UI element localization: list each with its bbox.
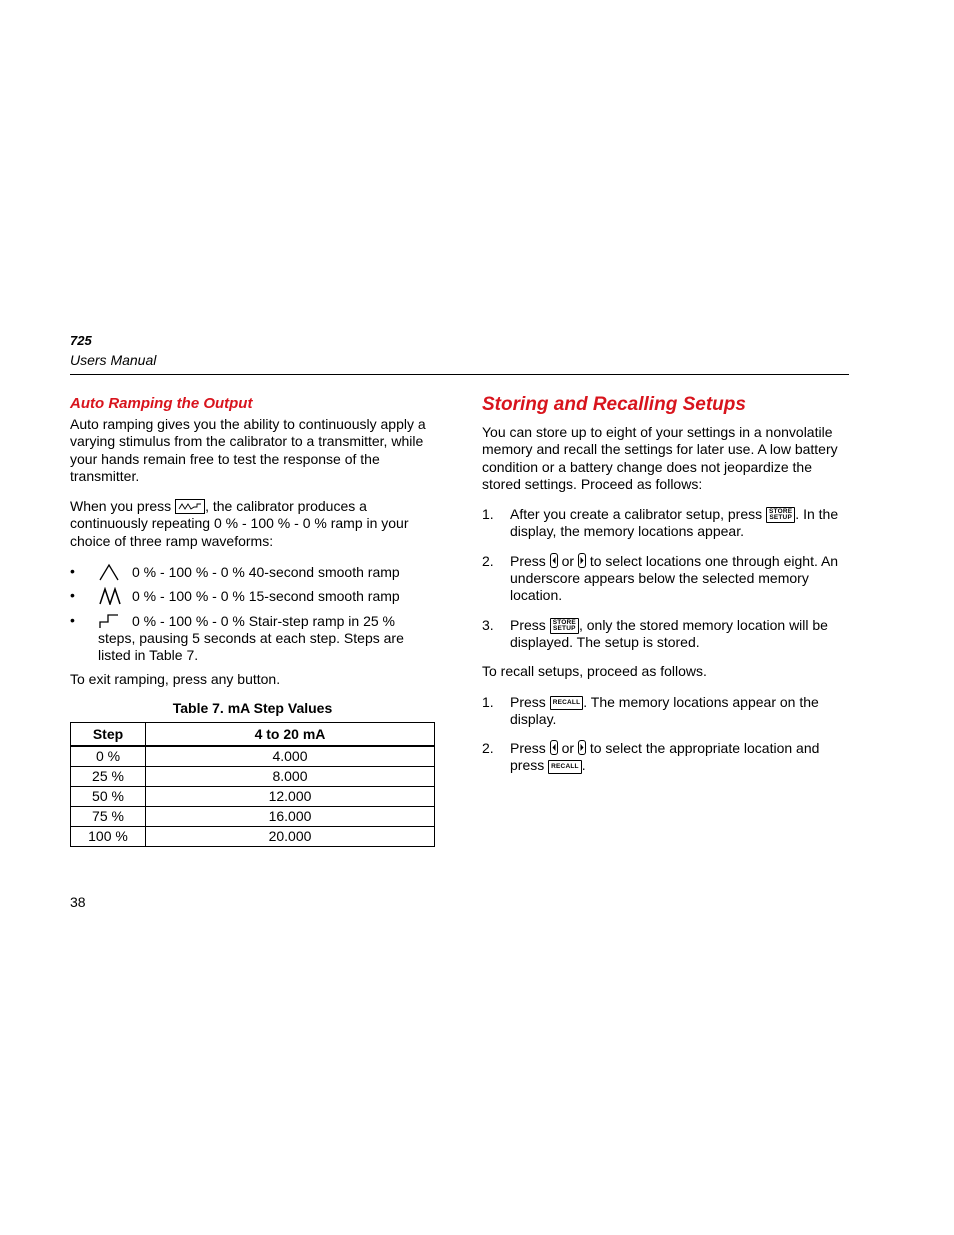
- exit-ramping-text: To exit ramping, press any button.: [70, 670, 281, 687]
- right-arrow-key-icon: [578, 740, 586, 755]
- step-text-mid: or: [561, 552, 575, 569]
- step-text-after: to select locations one through eight. An underscore appears below the selected memory location.: [510, 552, 839, 604]
- bullet-text: 0 % - 100 % - 0 % 40-second smooth ramp: [132, 564, 400, 581]
- list-item: [70, 612, 435, 665]
- step-number: 2.: [482, 552, 494, 569]
- right-arrow-key-icon: [578, 553, 586, 568]
- list-item: [482, 506, 852, 541]
- model-number: 725: [70, 333, 92, 348]
- storing-intro: You can store up to eight of your settings in a nonvolatile memory and recall the settings for later use. A low battery condition or a battery change does not jeopardize the stored settings. Proceed as follows:: [482, 424, 838, 492]
- recall-key-icon: [550, 696, 584, 710]
- key-label: SETUP: [552, 624, 576, 632]
- key-label: STORE: [552, 618, 576, 626]
- store-steps-list: [482, 506, 852, 651]
- auto-ramping-intro: Auto ramping gives you the ability to continuously apply a varying stimulus from the calibrator to a transmitter, while your hands remain free to test the response of the transmitter.: [70, 416, 426, 484]
- table-row: [71, 806, 435, 826]
- bullet: •: [70, 587, 75, 604]
- list-item: [482, 740, 852, 775]
- left-arrow-key-icon: [550, 740, 558, 755]
- manual-title: Users Manual: [70, 352, 157, 368]
- right-column: [482, 394, 852, 787]
- bullet-text: 0 % - 100 % - 0 % Stair-step ramp in 25 % steps, pausing 5 seconds at each step. Steps are listed in Table 7.: [98, 612, 404, 664]
- list-item: [482, 617, 852, 652]
- table-row: [71, 826, 435, 846]
- column-header-ma: 4 to 20 mA: [146, 722, 435, 746]
- list-item: [482, 694, 852, 729]
- storing-recalling-heading: Storing and Recalling Setups: [482, 394, 746, 415]
- ramp-waveform-list: [70, 563, 435, 664]
- step-text-before: Press: [510, 616, 546, 633]
- ma-cell: 4.000: [146, 746, 435, 767]
- ma-step-table: [70, 722, 435, 847]
- ma-cell: 20.000: [146, 826, 435, 846]
- list-item: [70, 563, 435, 581]
- step-text-end: .: [581, 757, 586, 774]
- step-number: 1.: [482, 693, 494, 710]
- step-text-before: Press: [510, 693, 546, 710]
- step-text-after: , only the stored memory location will be displayed. The setup is stored.: [510, 616, 828, 650]
- step-number: 1.: [482, 506, 494, 523]
- step-text-before: Press: [510, 740, 546, 757]
- step-text-before: Press: [510, 552, 546, 569]
- bullet-text: 0 % - 100 % - 0 % 15-second smooth ramp: [132, 588, 400, 605]
- ma-cell: 12.000: [146, 786, 435, 806]
- recall-intro: To recall setups, proceed as follows.: [482, 663, 707, 680]
- step-number: 2.: [482, 740, 494, 757]
- table-row: [71, 746, 435, 767]
- ma-cell: 8.000: [146, 766, 435, 786]
- smooth-ramp-15s-icon: [98, 587, 122, 605]
- smooth-ramp-40s-icon: [98, 563, 122, 581]
- list-item: [70, 587, 435, 605]
- recall-steps-list: [482, 694, 852, 775]
- left-arrow-key-icon: [550, 553, 558, 568]
- ramp-key-text-after: , the calibrator produces a continuously repeating 0 % - 100 % - 0 % ramp in your choice of three ramp waveforms:: [70, 498, 409, 549]
- step-text-before: After you create a calibrator setup, press: [510, 506, 763, 523]
- page-number: 38: [70, 894, 86, 910]
- ramp-key-paragraph: [70, 498, 435, 550]
- key-label: STORE: [769, 508, 793, 516]
- step-text-after: to select the appropriate location and press: [510, 740, 820, 774]
- table-row: [71, 786, 435, 806]
- key-label: RECALL: [552, 698, 581, 706]
- step-cell: 75 %: [71, 806, 146, 826]
- auto-ramping-heading: Auto Ramping the Output: [70, 395, 253, 412]
- store-setup-key-icon: [550, 618, 579, 634]
- left-column: [70, 395, 435, 847]
- ramp-key-text-before: When you press: [70, 498, 172, 515]
- stair-step-ramp-icon: [98, 612, 122, 630]
- step-text-mid: or: [561, 740, 575, 757]
- table-row: [71, 766, 435, 786]
- step-text-after: . The memory locations appear on the display.: [510, 693, 819, 727]
- list-item: [482, 553, 852, 605]
- key-label: SETUP: [769, 514, 792, 522]
- header-rule: [70, 374, 849, 375]
- recall-key-icon: [548, 760, 582, 774]
- table-title: Table 7. mA Step Values: [172, 699, 333, 716]
- step-number: 3.: [482, 616, 494, 633]
- key-label: RECALL: [551, 762, 579, 770]
- bullet: •: [70, 563, 75, 580]
- step-text-after: . In the display, the memory locations appear.: [510, 506, 839, 540]
- step-cell: 25 %: [71, 766, 146, 786]
- step-cell: 50 %: [71, 786, 146, 806]
- step-cell: 0 %: [71, 746, 146, 767]
- bullet: •: [70, 611, 75, 628]
- store-setup-key-icon: [766, 507, 795, 523]
- column-header-step: Step: [71, 722, 146, 746]
- ramp-key-icon: [175, 499, 205, 514]
- ma-cell: 16.000: [146, 806, 435, 826]
- step-cell: 100 %: [71, 826, 146, 846]
- table-header-row: [71, 722, 435, 746]
